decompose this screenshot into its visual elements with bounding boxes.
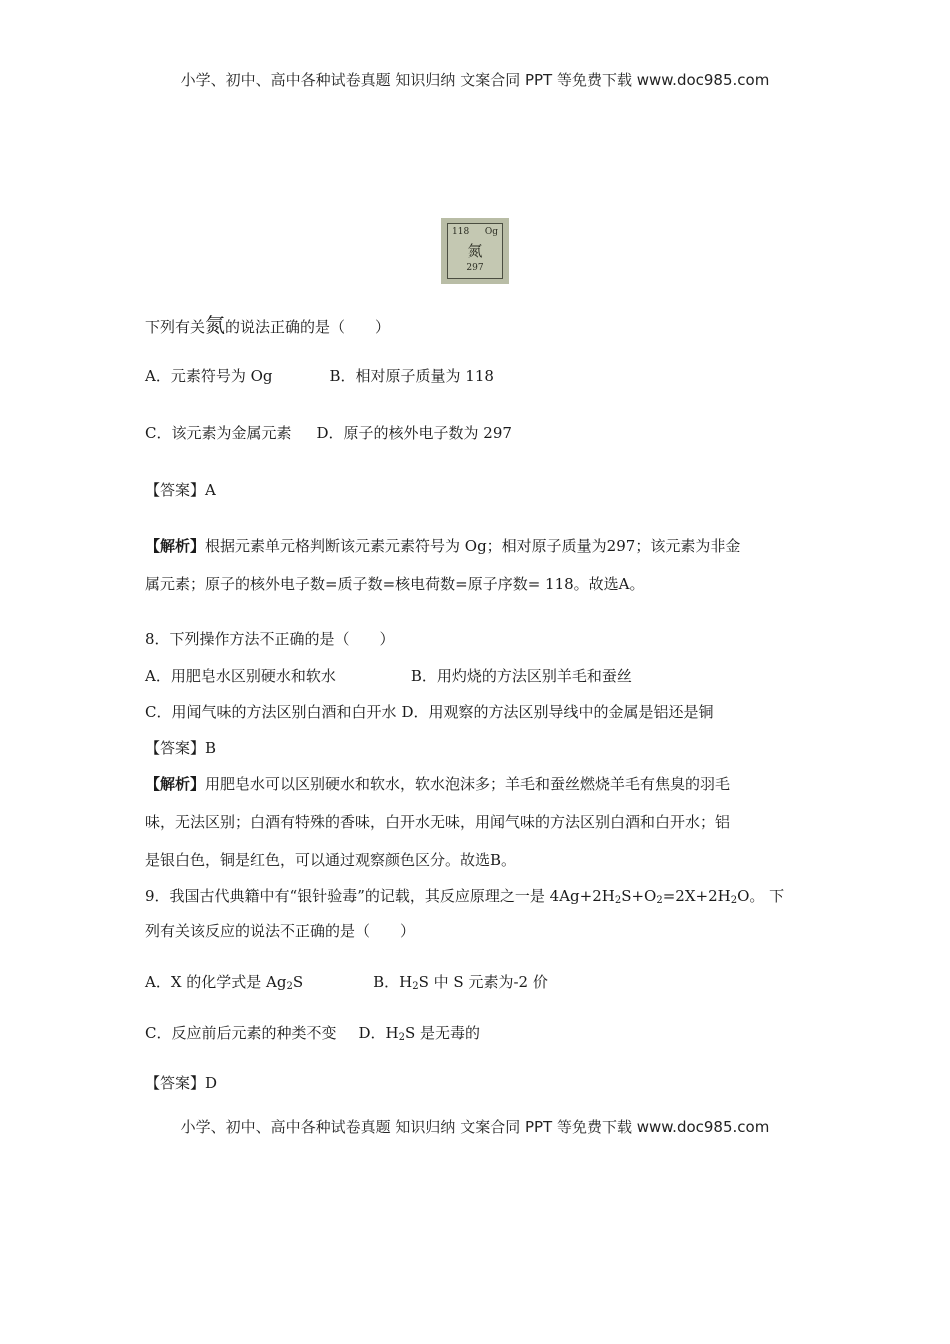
q8-options-cd: [145, 701, 714, 722]
q8-analysis-line-2: 味，无法区别；白酒有特殊的香味，白开水无味，用闻气味的方法区别白酒和白开水；铝: [145, 813, 731, 831]
q8-analysis-label: 【解析】: [145, 775, 206, 793]
q7-option-b: B．相对原子质量为 118: [329, 367, 494, 385]
q7-options-cd: [145, 422, 512, 443]
q8-analysis-text-1: 用肥皂水可以区别硬水和软水，软水泡沫多；羊毛和蚕丝燃烧羊毛有焦臭的羽毛: [205, 775, 731, 793]
q9-option-a-sub: 2: [286, 981, 293, 992]
element-symbol: Og: [484, 227, 498, 237]
page-header: 小学、初中、高中各种试卷真题 知识归纳 文案合同 PPT 等免费下载 www.doc985.com: [180, 71, 770, 89]
q9-answer-value: D: [205, 1074, 218, 1092]
q7-option-a: A．元素符号为 Og: [145, 367, 273, 385]
q9-stem-text-d: O。 下: [737, 887, 785, 905]
q9-option-a: [145, 973, 303, 991]
q9-stem-text-a: 9．我国古代典籍中有“银针验毒”的记载，其反应原理之一是 4Ag+2H: [145, 887, 615, 905]
q9-options-ab: [145, 971, 548, 992]
q9-answer-label: 【答案】: [145, 1074, 206, 1092]
q9-option-d-sub: 2: [398, 1032, 405, 1043]
q8-option-a: A．用肥皂水区别硬水和软水: [145, 667, 336, 685]
q8-option-c: C．用闻气味的方法区别白酒和白开水: [145, 703, 397, 721]
q7-stem-glyph: 氮: [205, 313, 226, 337]
q8-answer-value: B: [205, 739, 217, 757]
q9-option-b: [373, 973, 548, 991]
q9-stem-line-1: [145, 885, 784, 906]
q8-answer: [145, 737, 216, 758]
q9-option-b-end: S 中 S 元素为-2 价: [418, 973, 548, 991]
q7-options-ab: [145, 365, 494, 386]
page-footer: 小学、初中、高中各种试卷真题 知识归纳 文案合同 PPT 等免费下载 www.doc985.com: [180, 1118, 770, 1136]
atomic-mass: 297: [466, 263, 484, 273]
q9-stem-text-b: S+O: [621, 887, 657, 905]
q9-stem-line-2: 列有关该反应的说法不正确的是（ ）: [145, 922, 416, 940]
q8-analysis-line-1: [145, 773, 730, 794]
q8-option-b: B．用灼烧的方法区别羊毛和蚕丝: [410, 667, 632, 685]
q7-stem: [145, 309, 390, 338]
q7-option-d: D．原子的核外电子数为 297: [316, 424, 512, 442]
q7-analysis-line-2: 属元素；原子的核外电子数=质子数=核电荷数=原子序数= 118。故选A。: [145, 575, 645, 593]
q9-option-d-text: D．H: [358, 1024, 399, 1042]
q9-stem-sub-3: 2: [730, 895, 738, 906]
q7-stem-post: 的说法正确的是（ ）: [225, 318, 391, 336]
q9-option-b-sub: 2: [412, 981, 419, 992]
q7-stem-pre: 下列有关: [145, 318, 206, 336]
q9-stem-text-c: =2X+2H: [662, 887, 731, 905]
q8-options-ab: [145, 665, 632, 686]
q9-answer: [145, 1072, 217, 1093]
q9-option-d-end: S 是无毒的: [404, 1024, 481, 1042]
q8-stem: 8．下列操作方法不正确的是（ ）: [145, 630, 395, 648]
q8-answer-label: 【答案】: [145, 739, 206, 757]
q8-option-d: D．用观察的方法区别导线中的金属是铝还是铜: [401, 703, 714, 721]
element-name: 氮: [467, 242, 483, 260]
q9-options-cd: [145, 1022, 480, 1043]
q9-option-a-end: S: [292, 973, 304, 991]
atomic-number: 118: [452, 227, 470, 237]
element-card-frame: [447, 223, 503, 279]
q7-answer-label: 【答案】: [145, 481, 206, 499]
q9-option-b-text: B．H: [373, 973, 413, 991]
q7-answer: [145, 479, 216, 500]
q7-analysis-line-1: [145, 535, 740, 556]
q7-answer-value: A: [205, 481, 216, 499]
q7-analysis-text-1: 根据元素单元格判断该元素元素符号为 Og；相对原子质量为297；该元素为非金: [205, 537, 741, 555]
q7-analysis-label: 【解析】: [145, 537, 206, 555]
q9-option-c: C．反应前后元素的种类不变: [145, 1024, 337, 1042]
q9-stem-sub-2: 2: [656, 895, 663, 906]
q7-option-c: C．该元素为金属元素: [145, 424, 292, 442]
element-card-image: [441, 218, 509, 284]
q9-option-a-text: A．X 的化学式是 Ag: [145, 973, 287, 991]
q9-option-d: [358, 1024, 480, 1042]
q8-analysis-line-3: 是银白色，铜是红色，可以通过观察颜色区分。故选B。: [145, 851, 517, 869]
q9-stem-sub-1: 2: [614, 895, 622, 906]
